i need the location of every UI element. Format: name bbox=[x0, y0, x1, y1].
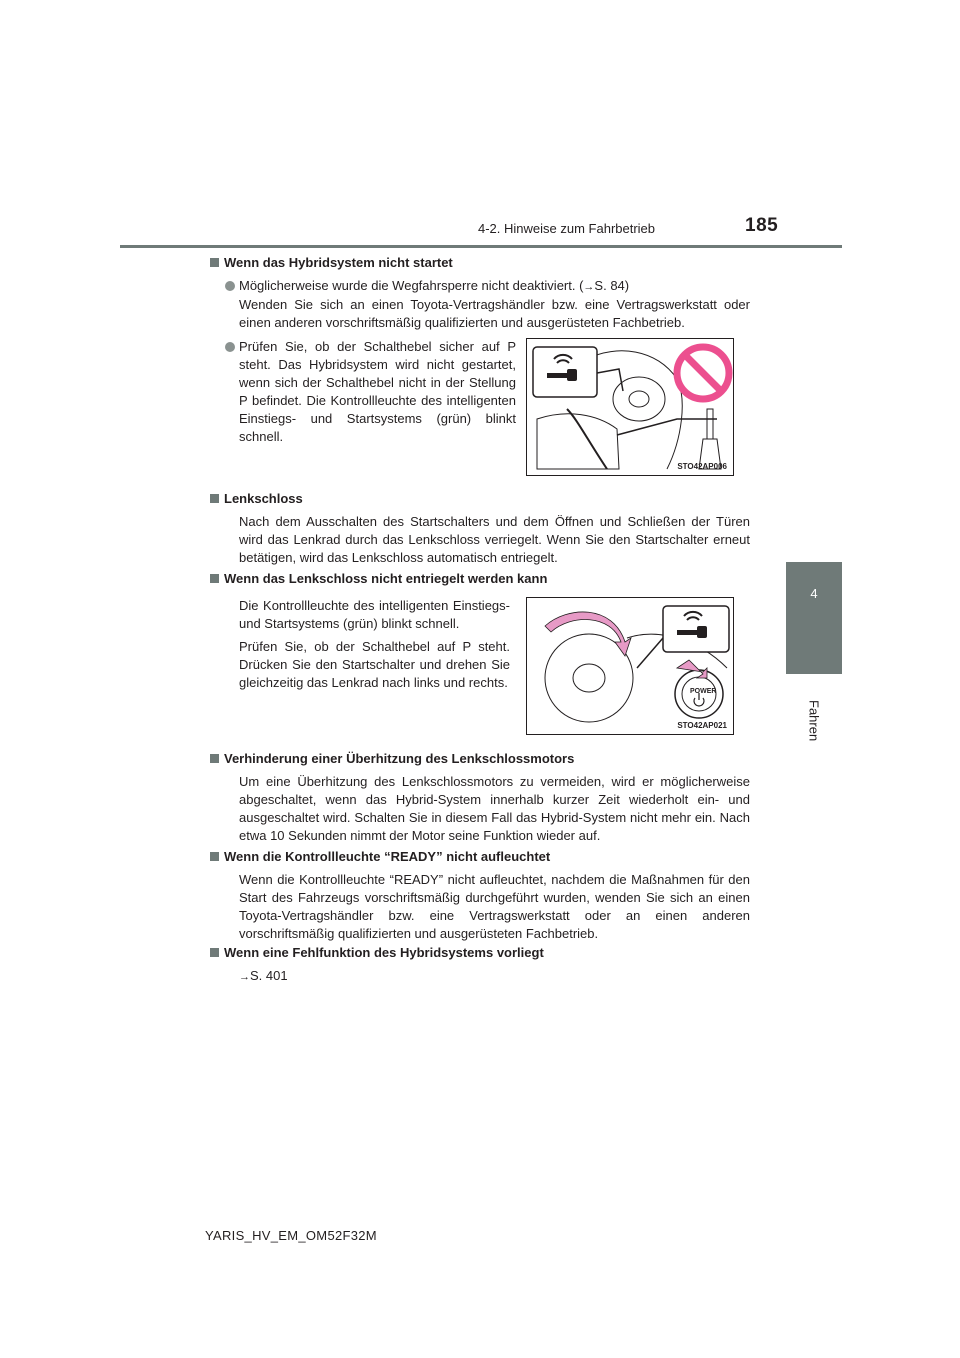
steering-lock-text: Nach dem Ausschalten des Startschalters und dem Öffnen und Schließen der Türen wird das Lenkrad durch das Lenkschloss verriegelt. Wenn Sie den Startschalter erneut betätigen, wird das Lenkschloss automatisch entriegelt. bbox=[239, 514, 750, 565]
heading-steering-unlock: Wenn das Lenkschloss nicht entriegelt werden kann bbox=[210, 570, 750, 588]
bullet-shift-lever: Prüfen Sie, ob der Schalthebel sicher auf P steht. Das Hybridsystem wird nicht gestartet, wenn sich der Schalthebel nicht in der Stellung P befindet. Die Kontrollleuchte des intelligenten Einstiegs- und Startsystems (grün) blinkt schnell. bbox=[210, 338, 516, 446]
page-number: 185 bbox=[745, 215, 779, 236]
chapter-tab bbox=[786, 562, 842, 674]
header-divider bbox=[120, 245, 842, 248]
overheat-text: Um eine Überhitzung des Lenkschlossmotors zu vermeiden, wird er möglicherweise abgeschaltet, wenn das Hybrid-System innerhalb kurzer Zeit wiederholt ein- und ausgeschaltet wird. Schalten Sie in diesem Fall das Hybrid-System nicht mehr ein. Nach etwa 10 Sekunden nimmt der Motor seine Funktion wieder auf. bbox=[239, 774, 750, 843]
callout-line bbox=[637, 638, 663, 668]
section-title: 4-2. Hinweise zum Fahrbetrieb bbox=[478, 221, 656, 236]
chapter-number: 4 bbox=[810, 586, 818, 601]
steering-hub bbox=[573, 664, 605, 692]
heading-hybrid-malfunction: Wenn eine Fehlfunktion des Hybridsystems vorliegt bbox=[210, 944, 750, 962]
gear-lever bbox=[699, 409, 721, 469]
page-reference[interactable]: S. 401 bbox=[250, 968, 288, 983]
bullet-immobilizer bbox=[210, 277, 750, 332]
heading-overheat: Verhinderung einer Überhitzung des Lenkschlossmotors bbox=[210, 750, 750, 768]
dashboard-curve bbox=[587, 351, 682, 469]
shift-lever-illustration bbox=[527, 339, 734, 476]
ready-indicator-text: Wenn die Kontrollleuchte “READY” nicht aufleuchtet, nachdem die Maßnahmen für den Start des Fahrzeugs vorschriftsmäßig durchgeführt wurden, wenden Sie sich an einen Toyota-Vertragshändler bzw. eine Vertragswerkstatt oder an einen anderen vorschriftsmäßig qualifizierten und ausgerüsteten Fachbetrieb. bbox=[239, 872, 750, 941]
steering-unlock-indicator-text: Die Kontrollleuchte des intelligenten Einstiegs- und Startsystems (grün) blinkt schnell. bbox=[239, 598, 510, 631]
page-reference[interactable]: S. 84) bbox=[594, 278, 630, 293]
callout-line-upper bbox=[597, 369, 623, 391]
malfunction-reference bbox=[210, 967, 750, 986]
bullet-shift-lever-block bbox=[210, 338, 516, 446]
figure-code: STO42AP021 bbox=[677, 721, 727, 730]
heading-hybrid-start: Wenn das Hybridsystem nicht startet bbox=[210, 254, 750, 272]
immobilizer-text: Möglicherweise wurde die Wegfahrsperre nicht deaktiviert. ( bbox=[239, 278, 584, 293]
prohibited-icon bbox=[677, 347, 729, 399]
power-label: POWER bbox=[690, 688, 717, 695]
heading-ready-indicator: Wenn die Kontrollleuchte “READY” nicht aufleuchtet bbox=[210, 848, 750, 866]
section-ready-indicator bbox=[210, 848, 750, 943]
section-steering-unlock bbox=[210, 570, 750, 588]
chapter-label: Fahren bbox=[806, 700, 822, 742]
heading-steering-lock: Lenkschloss bbox=[210, 490, 750, 508]
callout-line-lower bbox=[617, 419, 717, 435]
figure-steering-unlock bbox=[526, 597, 734, 735]
steering-wheel bbox=[613, 377, 665, 421]
steering-hub bbox=[629, 391, 649, 407]
shifter-stick bbox=[567, 409, 607, 469]
chapter-label-container bbox=[786, 700, 842, 800]
figure-shift-lever bbox=[526, 338, 734, 476]
section-overheat bbox=[210, 750, 750, 845]
reference-arrow-icon: → bbox=[239, 971, 250, 983]
steering-unlock-action-text: Prüfen Sie, ob der Schalthebel auf P steht. Drücken Sie den Startschalter und drehen Sie gleichzeitig das Lenkrad nach links und rechts. bbox=[239, 639, 510, 690]
section-hybrid-start bbox=[210, 254, 750, 332]
figure-code: STO42AP006 bbox=[677, 462, 727, 471]
immobilizer-dealer-text: Wenden Sie sich an einen Toyota-Vertragshändler bzw. eine Vertragswerkstatt oder einen anderen vorschriftsmäßig qualifizierten und ausgerüsteten Fachbetrieb. bbox=[239, 297, 750, 330]
section-hybrid-malfunction bbox=[210, 944, 750, 986]
section-steering-lock bbox=[210, 490, 750, 567]
steering-unlock-illustration bbox=[527, 598, 734, 735]
steering-unlock-body bbox=[210, 597, 510, 692]
document-code: YARIS_HV_EM_OM52F32M bbox=[205, 1228, 377, 1243]
reference-arrow-icon: → bbox=[583, 281, 595, 293]
